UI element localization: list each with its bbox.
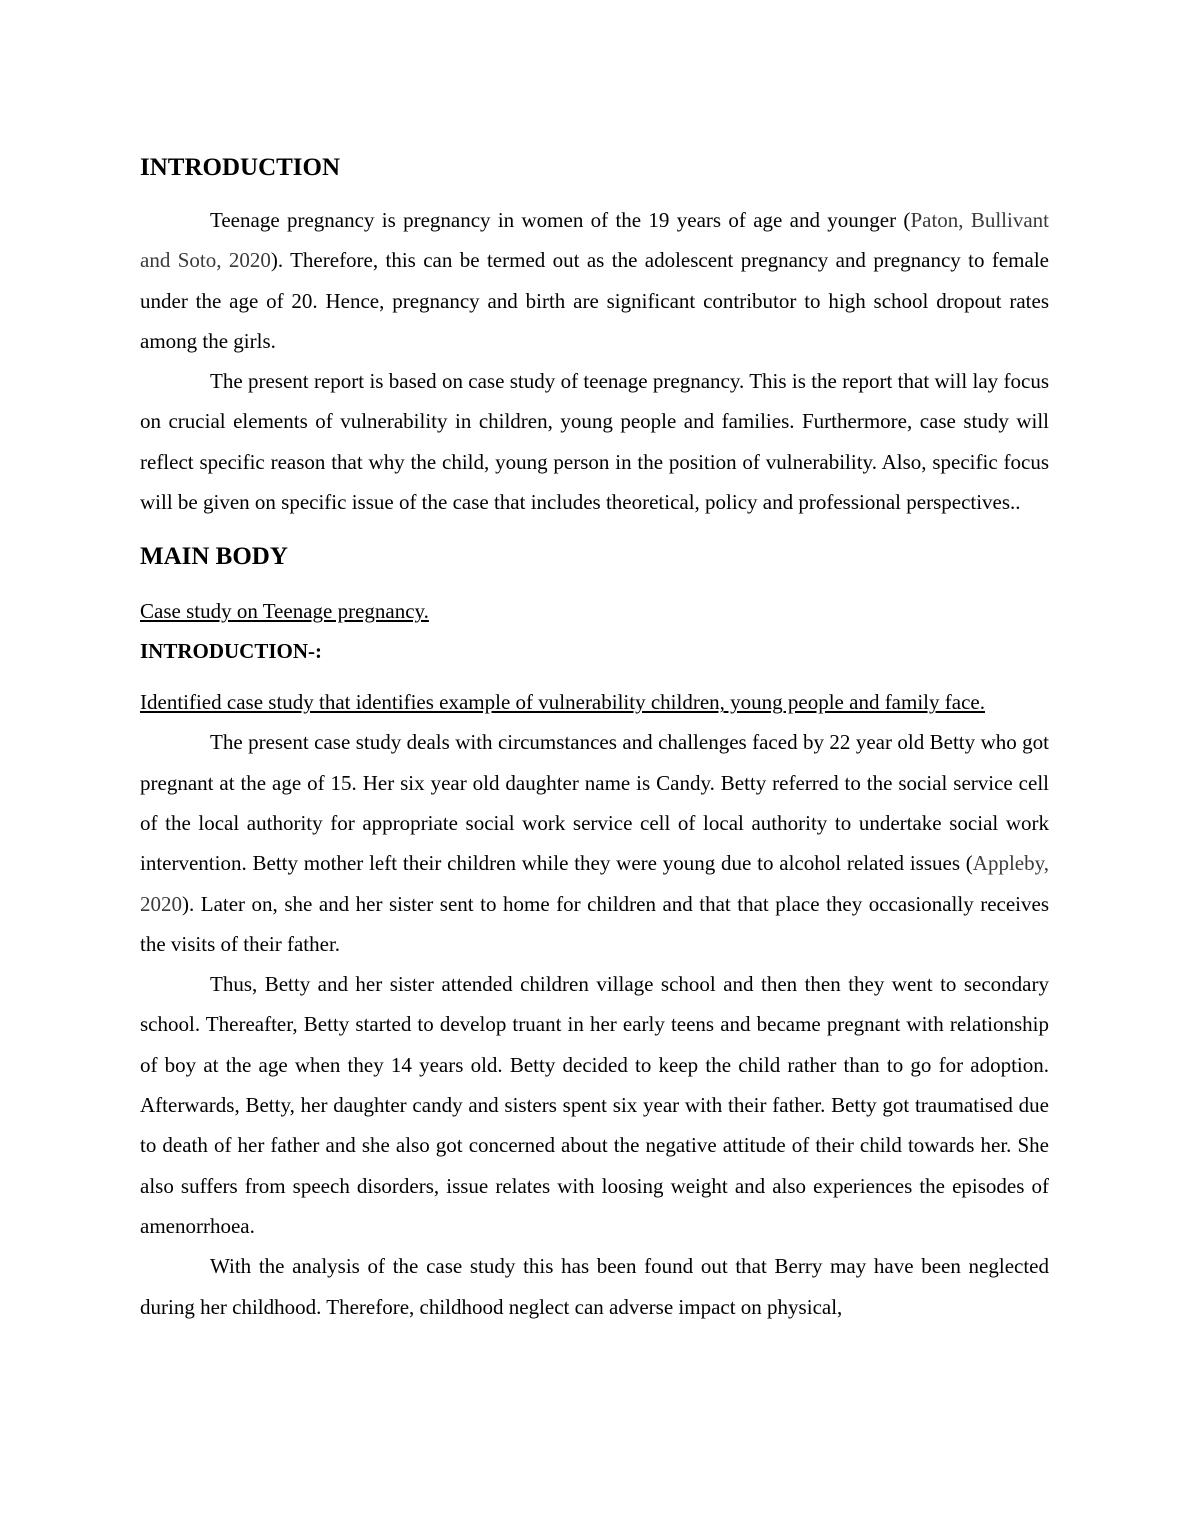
citation-appleby: Appleby, 2020 (140, 851, 1049, 916)
case-study-title: Case study on Teenage pregnancy. (140, 599, 429, 624)
intro-paragraph-2: The present report is based on case study of teenage pregnancy. This is the report that will lay focus on crucial elements of vulnerability in children, young people and families. Furthermore, case study will reflect specific reason that why the child, young person in the position of vulnerability. Also, specific focus will be given on specific issue of the case that includes theoretical, policy and professional perspectives.. (140, 369, 1049, 515)
main-paragraph-1 (140, 722, 1049, 964)
case-introduction-subheading: INTRODUCTION-: (140, 639, 323, 664)
intro-p1-text-before: Teenage pregnancy is pregnancy in women of the 19 years of age and younger ( (210, 208, 911, 232)
identified-case-study-title: Identified case study that identifies example of vulnerability children, young people and family face. (140, 690, 985, 715)
main-paragraph-3: With the analysis of the case study this has been found out that Berry may have been neglected during her childhood. Therefore, childhood neglect can adverse impact on physical, (140, 1254, 1049, 1319)
main-body-heading: MAIN BODY (140, 543, 288, 571)
intro-paragraph-1 (140, 200, 1049, 361)
intro-p1-text-after: ). Therefore, this can be termed out as the adolescent pregnancy and pregnancy to female under the age of 20. Hence, pregnancy and birth are significant contributor to high school dropout rates among the girls. (140, 248, 1049, 353)
introduction-heading: INTRODUCTION (140, 154, 341, 181)
main-p1-text-before: The present case study deals with circumstances and challenges faced by 22 year old Betty who got pregnant at the age of 15. Her six year old daughter name is Candy. Betty referred to the social service cell of the local authority for appropriate social work service cell of local authority to undertake social work intervention. Betty mother left their children while they were young due to alcohol related issues ( (140, 730, 1049, 876)
citation-paton: Paton, Bullivant and Soto, 2020 (140, 208, 1050, 273)
main-paragraph-2: Thus, Betty and her sister attended children village school and then then they went to secondary school. Thereafter, Betty started to develop truant in her early teens and became pregnant with relationship of boy at the age when they 14 years old. Betty decided to keep the child rather than to go for adoption. Afterwards, Betty, her daughter candy and sisters spent six year with their father. Betty got traumatised due to death of her father and she also got concerned about the negative attitude of their child towards her. She also suffers from speech disorders, issue relates with loosing weight and also experiences the episodes of amenorrhoea. (140, 972, 1049, 1238)
main-p1-text-after: ). Later on, she and her sister sent to home for children and that that place they occasionally receives the visits of their father. (140, 891, 1049, 956)
document-page (140, 150, 1049, 1327)
